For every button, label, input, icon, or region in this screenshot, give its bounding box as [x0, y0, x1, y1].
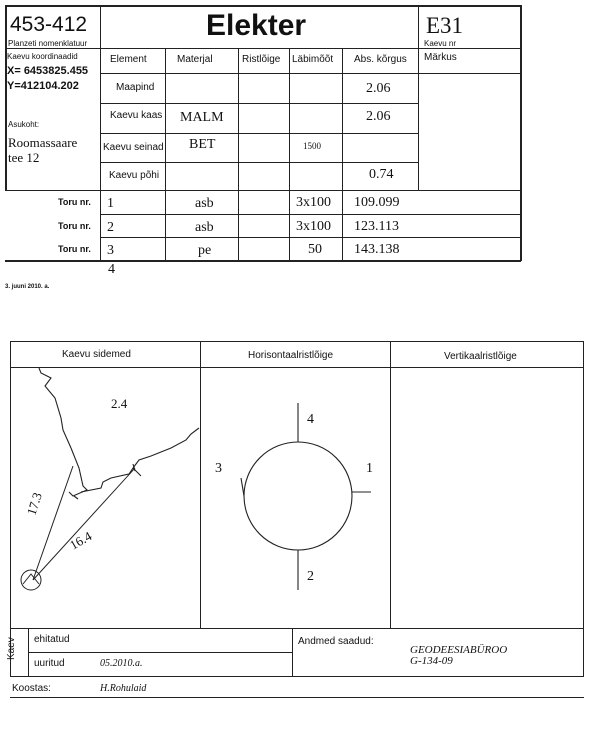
row-height-value: 0.74 [369, 167, 394, 182]
coord-y: Y=412104.202 [7, 80, 79, 92]
well-circle-icon [244, 442, 352, 550]
sheet-number-label: Planzeti nomenklatuur [8, 39, 88, 48]
pipe-label: Toru nr. [58, 197, 91, 207]
horizontal-section [201, 368, 390, 628]
pipe-diameter: 3x100 [296, 219, 331, 234]
pipe-material: pe [198, 243, 212, 258]
sketch-label: 17.3 [23, 490, 45, 517]
col-ties-title: Kaevu sidemed [62, 349, 131, 360]
well-number: E31 [426, 13, 464, 38]
pipe-height: 123.113 [354, 219, 399, 234]
pipe-material: asb [195, 220, 214, 235]
col-notes: Märkus [424, 52, 457, 63]
data-source-label: Andmed saadud: [298, 636, 374, 647]
pipe-label-sketch: 4 [307, 412, 314, 427]
pipe-label-sketch: 2 [307, 569, 314, 584]
col-horizontal-title: Horisontaalristlõige [248, 350, 334, 361]
pipe-height: 109.099 [354, 195, 400, 210]
col-element: Element [110, 54, 147, 65]
row-element-label: Maapind [116, 82, 155, 93]
well-number-label: Kaevu nr [424, 39, 457, 48]
pipe-label: Toru nr. [58, 244, 91, 254]
extra-pipe-number: 4 [108, 262, 115, 277]
pipe-diameter: 50 [308, 242, 322, 257]
location-line2: tee 12 [8, 150, 40, 165]
author-value: H.Rohulaid [100, 683, 147, 694]
data-source-code: G-134-09 [410, 655, 453, 667]
sketch-label: 2.4 [111, 396, 128, 411]
pipe-label: Toru nr. [58, 221, 91, 231]
pipe-number: 2 [107, 220, 114, 235]
row-diameter-value: 1500 [303, 141, 321, 151]
pipe-number: 1 [107, 196, 114, 211]
row-height-value: 2.06 [366, 81, 391, 96]
location-line1: Roomassaare [8, 135, 78, 150]
location-label: Asukoht: [8, 120, 40, 129]
well-ties-sketch [11, 368, 200, 628]
side-label: Kaev [6, 637, 17, 660]
row-element-label: Kaevu kaas [110, 110, 163, 121]
coord-x: X= 6453825.455 [7, 65, 89, 77]
row-element-label: Kaevu põhi [109, 170, 160, 181]
row-material-value: MALM [180, 110, 224, 125]
sheet-number: 453-412 [10, 13, 88, 36]
author-label: Koostas: [12, 683, 51, 694]
row-element-label: Kaevu seinad [103, 142, 164, 153]
pipe-number: 3 [107, 243, 114, 258]
col-cross: Ristlõige [242, 54, 281, 65]
pipe-diameter: 3x100 [296, 195, 331, 210]
pipe-material: asb [195, 196, 214, 211]
coords-label: Kaevu koordinaadid [7, 52, 78, 61]
col-material: Materjal [177, 54, 213, 65]
built-label: ehitatud [34, 634, 70, 645]
row-height-value: 2.06 [366, 109, 391, 124]
surveyed-value: 05.2010.a. [100, 658, 143, 669]
col-height: Abs. kõrgus [354, 54, 407, 65]
well-position-icon [21, 570, 41, 590]
pipe-height: 143.138 [354, 242, 400, 257]
pipe-label-sketch: 1 [366, 461, 373, 476]
date-note: 3. juuni 2010. a. [5, 284, 50, 290]
col-diameter: Läbimõõt [292, 54, 334, 65]
data-source-value: GEODEESIABÜROO [410, 644, 508, 656]
surveyed-label: uuritud [34, 658, 65, 669]
row-material-value: BET [189, 137, 216, 152]
page-title: Elekter [206, 9, 307, 42]
sketch-label: 16.4 [67, 528, 95, 553]
col-vertical-title: Vertikaalristlõige [444, 351, 517, 362]
pipe-label-sketch: 3 [215, 461, 222, 476]
